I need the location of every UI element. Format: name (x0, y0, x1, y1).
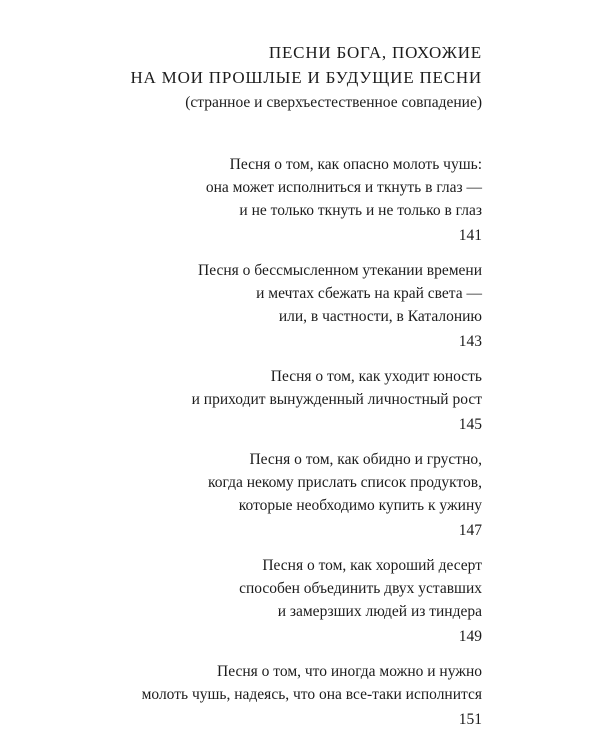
toc-page-number: 149 (458, 628, 482, 645)
toc-entry-line: и приходит вынужденный личностный рост (191, 391, 482, 408)
toc-entry[interactable] (62, 153, 482, 248)
toc-entry-line: и замерзших людей из тиндера (277, 603, 482, 620)
toc-entry-line: Песня о том, как уходит юность (270, 368, 482, 385)
contents-section (62, 40, 482, 743)
toc-page-number: 145 (458, 416, 482, 433)
toc-entry-line: молоть чушь, надеясь, что она все-таки исполнится (141, 686, 482, 703)
toc-entry-line: Песня о том, что иногда можно и нужно (217, 663, 482, 680)
toc-entry-line: Песня о том, как опасно молоть чушь: (229, 156, 482, 173)
toc-entry[interactable] (62, 259, 482, 354)
toc-entry-line: Песня о бессмысленном утекании времени (198, 262, 482, 279)
toc-page-number: 147 (458, 522, 482, 539)
toc-entry-line: Песня о том, как обидно и грустно, (249, 451, 482, 468)
heading-line-1: ПЕСНИ БОГА, ПОХОЖИЕ (268, 43, 482, 62)
toc-entry-line: или, в частности, в Каталонию (278, 308, 482, 325)
heading-line-2: НА МОИ ПРОШЛЫЕ И БУДУЩИЕ ПЕСНИ (130, 68, 482, 87)
heading-subtitle: (странное и сверхъестественное совпадение) (185, 94, 482, 111)
toc-entry[interactable] (62, 660, 482, 732)
toc-entry-line: способен объединить двух уставших (239, 580, 482, 597)
toc-entry[interactable] (62, 554, 482, 649)
toc-entry-line: и мечтах сбежать на край света — (256, 285, 482, 302)
toc-page-number: 151 (458, 711, 482, 728)
toc-entry-line: когда некому прислать список продуктов, (207, 474, 482, 491)
section-heading (62, 40, 482, 115)
toc-page-number: 141 (458, 227, 482, 244)
table-of-contents (62, 153, 482, 732)
toc-entry-line: и не только ткнуть и не только в глаз (239, 202, 482, 219)
toc-entry-line: которые необходимо купить к ужину (238, 497, 482, 514)
toc-page-number: 143 (458, 333, 482, 350)
toc-entry-line: Песня о том, как хороший десерт (262, 557, 482, 574)
toc-entry[interactable] (62, 448, 482, 543)
toc-entry[interactable] (62, 365, 482, 437)
toc-entry-line: она может исполниться и ткнуть в глаз — (205, 179, 482, 196)
